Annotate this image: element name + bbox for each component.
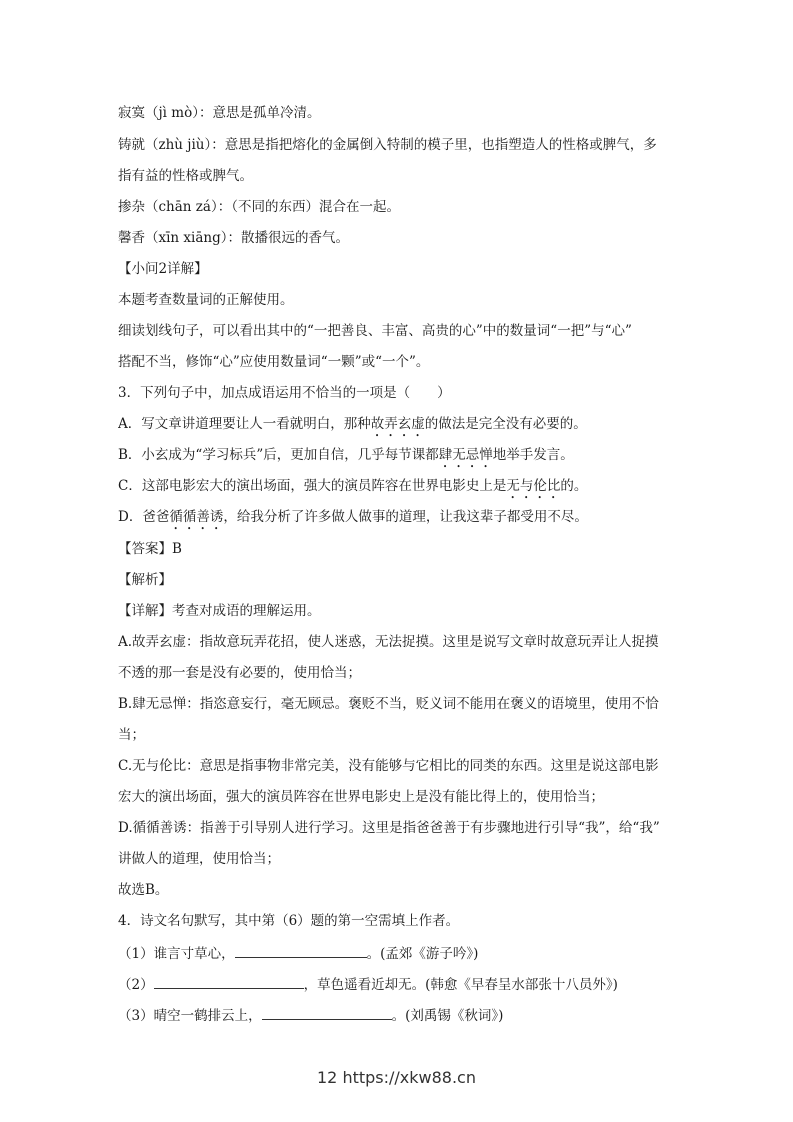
option-d xyxy=(118,507,688,533)
dotted-idiom: 肆无忌惮 xyxy=(438,447,493,463)
text-line: 本题考查数量词的正解使用。 xyxy=(118,292,294,308)
text-line: 不透的那一套是没有必要的，使用恰当； xyxy=(118,665,361,681)
section-heading: 【解析】 xyxy=(118,572,172,588)
fill-in-text: ，草色遥看近却无。(韩愈《早春呈水部张十八员外》) xyxy=(303,977,618,993)
text-line: 故选B。 xyxy=(118,882,169,898)
fill-in-text: 。(刘禹锡《秋词》) xyxy=(391,1008,504,1024)
fill-in-item xyxy=(118,974,688,995)
answer-line: 【答案】B xyxy=(118,541,182,557)
option-text: 地举手发言。 xyxy=(492,447,574,463)
text-line: A.故弄玄虚：指故意玩弄花招，使人迷惑，无法捉摸。这里是说写文章时故意玩弄让人捉摸 xyxy=(118,634,659,650)
fill-in-item xyxy=(118,1005,688,1026)
text-line: 讲做人的道理，使用恰当； xyxy=(118,851,280,867)
text-line: 细读划线句子，可以看出其中的“一把善良、丰富、高贵的心”中的数量词“一把”与“心” xyxy=(118,323,632,339)
dotted-idiom: 循循善诱 xyxy=(169,509,224,525)
fill-in-text: （2） xyxy=(118,977,154,993)
text-line: 铸就（zhù jiù）：意思是指把熔化的金属倒入特制的模子里，也指塑造人的性格或脾气，多 xyxy=(118,137,657,153)
option-c xyxy=(118,476,688,502)
text-line: 指有益的性格或脾气。 xyxy=(118,168,253,184)
section-heading: 【小问2详解】 xyxy=(118,261,208,277)
answer-blank xyxy=(262,1005,392,1020)
option-text: C．这部电影宏大的演出场面，强大的演员阵容在世界电影史上是 xyxy=(118,478,507,494)
text-line: D.循循善诱：指善于引导别人进行学习。这里是指爸爸善于有步骤地进行引导“我”，给“我” xyxy=(118,820,660,836)
fill-in-text: （3）晴空一鹤排云上， xyxy=(118,1008,262,1024)
text-line: 【详解】考查对成语的理解运用。 xyxy=(118,603,321,619)
footer-url: https://xkw88.cn xyxy=(342,1068,476,1087)
question-title: 4．诗文名句默写，其中第（6）题的第一空需填上作者。 xyxy=(118,913,460,929)
option-text: B．小玄成为“学习标兵”后，更加自信，几乎每节课都 xyxy=(118,447,439,463)
text-line: 掺杂（chān zá）：（不同的东西）混合在一起。 xyxy=(118,199,400,215)
fill-in-text: 。(孟郊《游子吟》) xyxy=(366,946,479,962)
dotted-idiom: 无与伦比 xyxy=(506,478,561,494)
page-number: 12 xyxy=(316,1068,338,1087)
option-text: 的做法是完全没有必要的。 xyxy=(424,416,587,432)
text-line: C.无与伦比：意思是指事物非常完美，没有能够与它相比的同类的东西。这里是说这部电影 xyxy=(118,758,659,774)
text-line: B.肆无忌惮：指恣意妄行，毫无顾忌。褒贬不当，贬义词不能用在褒义的语境里，使用不恰 xyxy=(118,696,659,712)
text-line: 馨香（xīn xiāng）：散播很远的香气。 xyxy=(118,230,349,246)
answer-blank xyxy=(235,943,367,958)
fill-in-text: （1）谁言寸草心， xyxy=(118,946,235,962)
option-text: ，给我分析了许多做人做事的道理，让我这辈子都受用不尽。 xyxy=(223,509,588,525)
text-line: 宏大的演出场面，强大的演员阵容在世界电影史上是没有能比得上的，使用恰当； xyxy=(118,789,604,805)
dotted-idiom: 故弄玄虚 xyxy=(370,416,425,432)
question-title: 3．下列句子中，加点成语运用不恰当的一项是（ ） xyxy=(118,385,451,401)
page-footer xyxy=(0,1068,793,1087)
answer-blank xyxy=(154,974,304,989)
option-a xyxy=(118,414,688,440)
text-line: 寂寞（jì mò）：意思是孤单冷清。 xyxy=(118,105,321,121)
option-text: D．爸爸 xyxy=(118,509,170,525)
option-b xyxy=(118,445,688,471)
fill-in-item xyxy=(118,943,688,964)
option-text: 的。 xyxy=(560,478,588,494)
text-line: 当； xyxy=(118,727,145,743)
option-text: A．写文章讲道理要让人一看就明白，那种 xyxy=(118,416,371,432)
text-line: 搭配不当，修饰“心”应使用数量词“一颗”或“一个”。 xyxy=(118,354,430,370)
